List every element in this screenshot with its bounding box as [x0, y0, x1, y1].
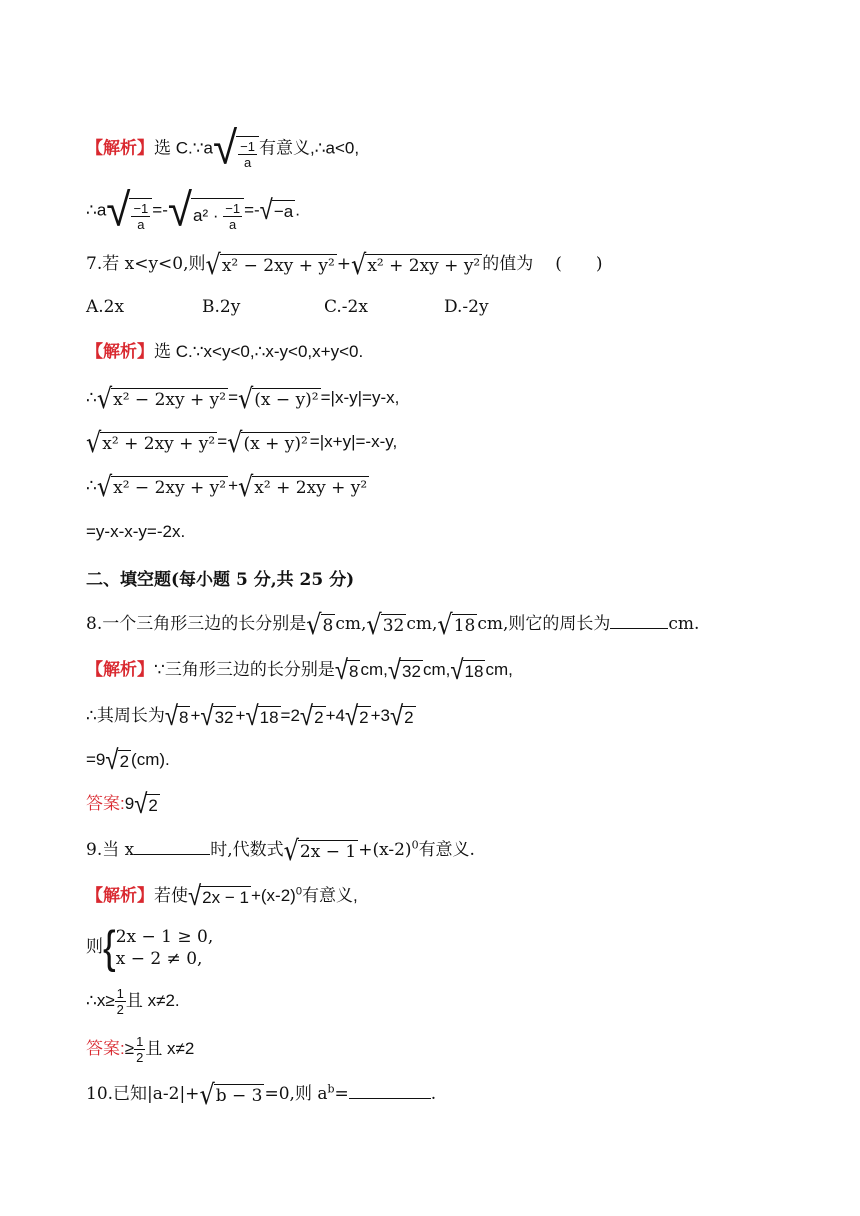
- analysis-9-line3: ∴x≥ $\frac{1}{2}$ 且 x≠2.: [86, 986, 180, 1017]
- analysis-7-line4: ∴ √ x² − 2xy + y² + √ x² + 2xy + y²: [86, 470, 368, 503]
- radical-frac: √ $\frac{-1}{a}$: [106, 190, 152, 232]
- analysis-7-line5: =y-x-x-y=-2x.: [86, 522, 186, 541]
- radical-a2-frac: √ a² · $\frac{-1}{a}$: [168, 190, 244, 232]
- radical-neg-a: √ −a: [259, 194, 294, 226]
- answer-blank: [349, 1080, 431, 1099]
- analysis-7-line3: √ x² + 2xy + y² = √ (x + y)² =|x+y|=-x-y,: [86, 426, 398, 459]
- option-b: B.2y: [202, 297, 241, 317]
- section-heading: 二、填空题(每小题 5 分,共 25 分): [86, 570, 355, 590]
- analysis-tag: 【解析】: [86, 138, 154, 158]
- question-8: 8.一个三角形三边的长分别是 √ 8 cm, √ 32 cm, √ 18 cm,则它的周长为 cm.: [86, 608, 700, 641]
- analysis-6-line1: 【解析】选 C.∵a √ $\frac{-1}{a}$ 有意义,∴a<0,: [86, 122, 360, 175]
- analysis-8-line2: ∴其周长为 √ 8 + √ 32 + √ 18 =2 √ 2 +4 √ 2 +3 √ 2: [86, 700, 414, 732]
- analysis-7-line2: ∴ √ x² − 2xy + y² = √ (x − y)² =|x-y|=y-x,: [86, 382, 400, 415]
- analysis-9-system: 则{ 2x − 1 ≥ 0, x − 2 ≠ 0,: [86, 922, 214, 973]
- question-7: 7.若 x<y<0,则 √ x² − 2xy + y² + √ x² + 2xy + y² 的值为 ( ): [86, 248, 603, 281]
- analysis-7-line1: 【解析】选 C.∵x<y<0,∴x-y<0,x+y<0.: [86, 342, 364, 361]
- option-d: D.-2y: [444, 297, 489, 317]
- question-10: 10.已知|a-2|+ √ b − 3 =0,则 $a^b=$ .: [86, 1078, 437, 1111]
- answer-blank: [134, 836, 210, 855]
- question-9: 9.当 x 时,代数式 √ 2x − 1 $+(x-2)^0$有意义.: [86, 834, 475, 867]
- answer-8: 答案:9 √ 2: [86, 788, 158, 820]
- answer-blank: [610, 610, 668, 629]
- analysis-9-line1: 【解析】若使 √ 2x − 1 $+(x-2)^0$有意义,: [86, 880, 358, 912]
- analysis-8-line1: 【解析】∵三角形三边的长分别是 √ 8 cm, √ 32 cm, √ 18 cm,: [86, 654, 513, 686]
- radical-neg1-over-a: √ $\frac{-1}{a}$: [213, 128, 259, 170]
- analysis-8-line3: =9 √ 2 (cm).: [86, 744, 170, 776]
- option-a: A.2x: [86, 297, 125, 317]
- answer-9: 答案:≥ $\frac{1}{2}$ 且 x≠2: [86, 1034, 195, 1065]
- analysis-6-line2: ∴a √ $\frac{-1}{a}$ =- √ a² · $\frac{-1}{a}$ =- √ −a .: [86, 184, 300, 237]
- option-c: C.-2x: [324, 297, 368, 317]
